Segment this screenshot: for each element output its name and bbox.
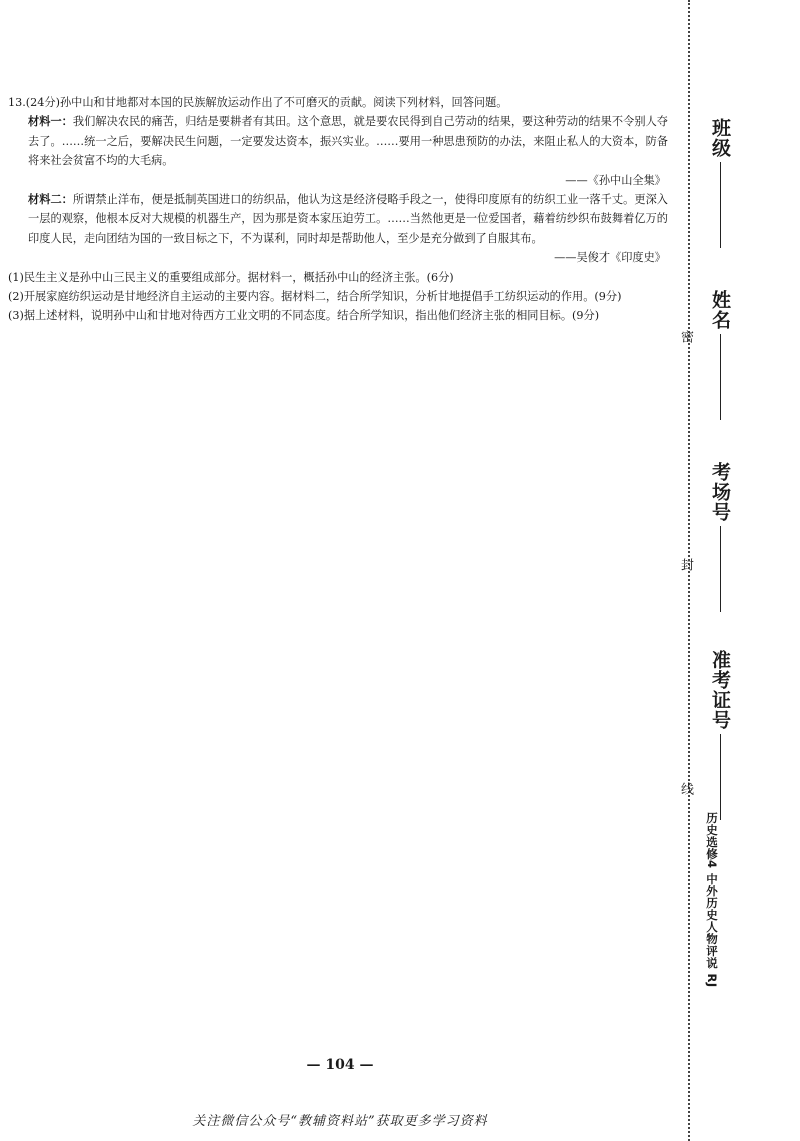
exam-id-field[interactable]	[704, 650, 734, 820]
seal-mark-feng: 封	[678, 558, 693, 571]
exam-room-label: 考场号	[709, 462, 731, 522]
seal-mark-mi: 密	[678, 330, 693, 343]
name-underline	[720, 334, 721, 420]
material-one-label: 材料一：	[28, 114, 73, 129]
material-two	[8, 190, 668, 248]
sub-question-1: (1)民生主义是孙中山三民主义的重要组成部分。据材料一，概括孙中山的经济主张。(6分)	[8, 270, 454, 284]
material-two-text: 所谓禁止洋布，便是抵制英国进口的纺织品，他认为这是经济侵略手段之一，使得印度原有的纺织工业一落千丈。更深入一层的观察，他根本反对大规模的机器生产，因为那是资本家压迫劳工。……当然他更是一位爱国者，藉着纺纱织布鼓舞着亿万的印度人民，走向团结为国的一致目标之下，不为谋利，同时却是帮助他人，至少是充分做到了自服其布。	[28, 193, 668, 245]
material-two-source: ——吴俊才《印度史》	[554, 251, 666, 265]
question-header: 13.(24分)孙中山和甘地都对本国的民族解放运动作出了不可磨灭的贡献。阅读下列材料，回答问题。	[8, 96, 508, 109]
seal-mark-xian: 线	[678, 782, 693, 795]
name-field[interactable]	[704, 290, 734, 420]
question-block	[8, 93, 668, 326]
material-two-label: 材料二：	[28, 192, 73, 207]
exam-room-underline	[720, 526, 721, 612]
sub-question-2: (2)开展家庭纺织运动是甘地经济自主运动的主要内容。据材料二，结合所学知识，分析甘地提倡手工纺织运动的作用。(9分)	[8, 290, 622, 304]
material-one-source: ——《孙中山全集》	[565, 173, 666, 187]
exam-room-field[interactable]	[704, 462, 734, 612]
material-one	[8, 112, 668, 170]
class-underline	[720, 162, 721, 248]
class-label: 班级	[709, 118, 731, 158]
name-label: 姓名	[709, 290, 731, 330]
material-one-text: 我们解决农民的痛苦，归结是要耕者有其田。这个意思，就是要农民得到自己劳动的结果，要这种劳动的结果不令别人夺去了。……统一之后，要解决民生问题，一定要发达资本，振兴实业。……要用一种思患预防的办法，来阻止私人的大资本，防备将来社会贫富不均的大毛病。	[28, 115, 668, 168]
sub-question-3: (3)据上述材料，说明孙中山和甘地对待西方工业文明的不同态度。结合所学知识，指出他们经济主张的相同目标。(9分)	[8, 309, 600, 323]
footer-note: 关注微信公众号“教辅资料站”获取更多学习资料	[192, 1114, 488, 1129]
page-number: — 104 —	[306, 1057, 374, 1073]
exam-id-underline	[720, 734, 721, 820]
exam-id-label: 准考证号	[709, 650, 731, 730]
class-field[interactable]	[704, 118, 734, 248]
book-label: 历史选修4 中外历史人物评说 RJ	[705, 812, 719, 988]
